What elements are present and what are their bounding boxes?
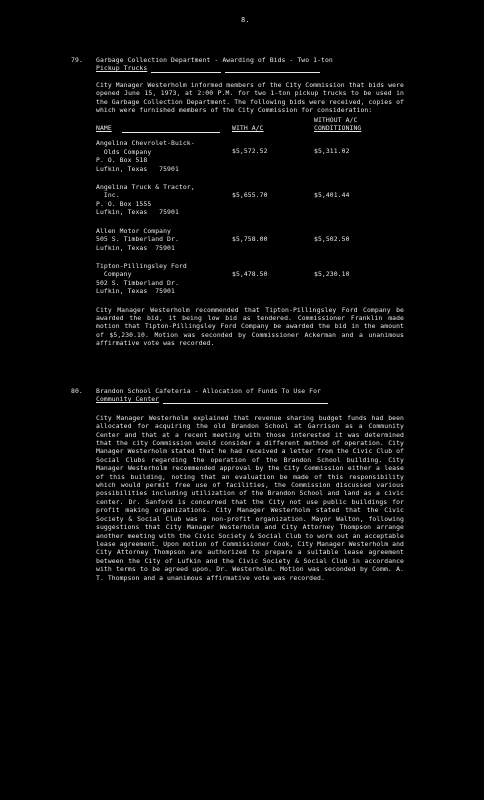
page-number: 8. (241, 16, 250, 24)
col-header-conditioning: CONDITIONING (314, 124, 362, 133)
col-header-name: NAME (96, 124, 112, 133)
item-80-title-line2-text: Community Center (96, 395, 160, 404)
col-header-with-ac: WITH A/C (232, 124, 264, 133)
item-number-79: 79. (71, 56, 83, 64)
col-header-without-ac: WITHOUT A/C (314, 116, 358, 125)
item-79-title-line1: Garbage Collection Department - Awarding of Bids - Two 1-ton (96, 56, 333, 64)
bidder-row (96, 262, 404, 296)
bidder-line: 502 S. Timberland Dr. (96, 278, 179, 287)
bidder-row (96, 139, 404, 173)
bidder-line: Tipton-Pillingsley Ford (96, 261, 187, 270)
bidder-line: P. O. Box 1555 (96, 199, 152, 208)
bidder-line: Olds Company (96, 147, 152, 156)
bid-with-ac: $5,478.50 (232, 269, 268, 278)
bidder-row (96, 183, 404, 217)
bid-table-header (96, 116, 404, 133)
bidder-row (96, 227, 404, 252)
title-underline-rule (163, 396, 328, 404)
bidder-line: Inc. (96, 191, 120, 200)
bidder-line: P. O. Box 518 (96, 156, 148, 165)
bid-with-ac: $5,758.00 (232, 234, 268, 243)
title-underline-rule (225, 65, 320, 73)
bid-without-ac: $5,230.10 (314, 269, 350, 278)
bidder-line: 505 S. Timberland Dr. (96, 235, 179, 244)
bid-without-ac: $5,311.02 (314, 147, 350, 156)
bid-without-ac: $5,401.44 (314, 191, 350, 200)
item-number-80: 80. (71, 387, 83, 395)
title-underline-rule (151, 65, 221, 73)
item-80-body: City Manager Westerholm explained that revenue sharing budget funds had been allocated for acquiring the old Brandon School at Garrison as a Community Center and that at a recent meeting with those interested it was determined that the city Commission would consider a different method of operation. City Manager Westerholm stated that he had received a letter from the Civic Club of Social Clubs regarding the operation of the Brandon School building. City Manager Westerholm recommended approval by the City Commission either a lease of this building, noting that an evaluation be made of this responsibility which would permit free use of facilities, the Commission discussed various possibilities including utilization of the Brandon School and land as a civic center. Dr. Sanford is concerned that the City not use public buildings for profit making organizations. City Manager Westerholm stated that the Civic Society & Social Club was a non-profit organization. Mayor Walton, following suggestions that City Manager Westerholm and City Attorney Thompson arrange another meeting with the Civic Society & Social Club to work out an acceptable lease agreement. Upon motion of Commissioner Cook, City Manager Westerholm and City Attorney Thompson are authorized to prepare a suitable lease agreement between the City of Lufkin and the Civic Society & Social Club in accordance with terms to be agreed upon. Dr. Westerholm. Motion was seconded by Comm. A. T. Thompson and a unanimous affirmative vote was recorded. (96, 413, 404, 582)
header-underline-rule (122, 124, 220, 132)
bidder-line: Angelina Truck & Tractor, (96, 183, 195, 192)
bidder-line: Allen Motor Company (96, 226, 172, 235)
item-80-title-line2 (96, 395, 404, 403)
bid-without-ac: $5,502.50 (314, 234, 350, 243)
bid-with-ac: $5,655.70 (232, 191, 268, 200)
bidder-line: Lufkin, Texas 75901 (96, 164, 179, 173)
item-80-section (96, 387, 404, 582)
item-79-section (96, 56, 404, 348)
item-79-intro: City Manager Westerholm informed members of the City Commission that bids were opened June 15, 1973, at 2:00 P.M. for two 1-ton pickup trucks to be used in the Garbage Collection Department. The following bids were received, copies of which were furnished members of the City Commission for consideration: (96, 80, 404, 115)
item-80-title-line1: Brandon School Cafeteria - Allocation of Funds To Use For (96, 387, 322, 395)
item-79-title-line2 (96, 64, 404, 72)
bidder-line: Lufkin, Texas 75901 (96, 208, 179, 217)
bidder-line: Lufkin, Texas 75901 (96, 243, 175, 252)
bidder-line: Company (96, 270, 132, 279)
bidder-line: Angelina Chevrolet-Buick- (96, 139, 195, 148)
item-79-closing: City Manager Westerholm recommended that Tipton-Pillingsley Ford Company be awarded the bid, it being low bid as tendered. Commissioner Franklin made motion that Tipton-Pillingsley Ford Company be awarded the bid in the amount of $5,230.10. Motion was seconded by Commissioner Ackerman and a unanimous affirmative vote was recorded. (96, 305, 404, 348)
bidder-line: Lufkin, Texas 75901 (96, 287, 175, 296)
bid-with-ac: $5,572.52 (232, 147, 268, 156)
item-79-title-line2-text: Pickup Trucks (96, 64, 148, 73)
